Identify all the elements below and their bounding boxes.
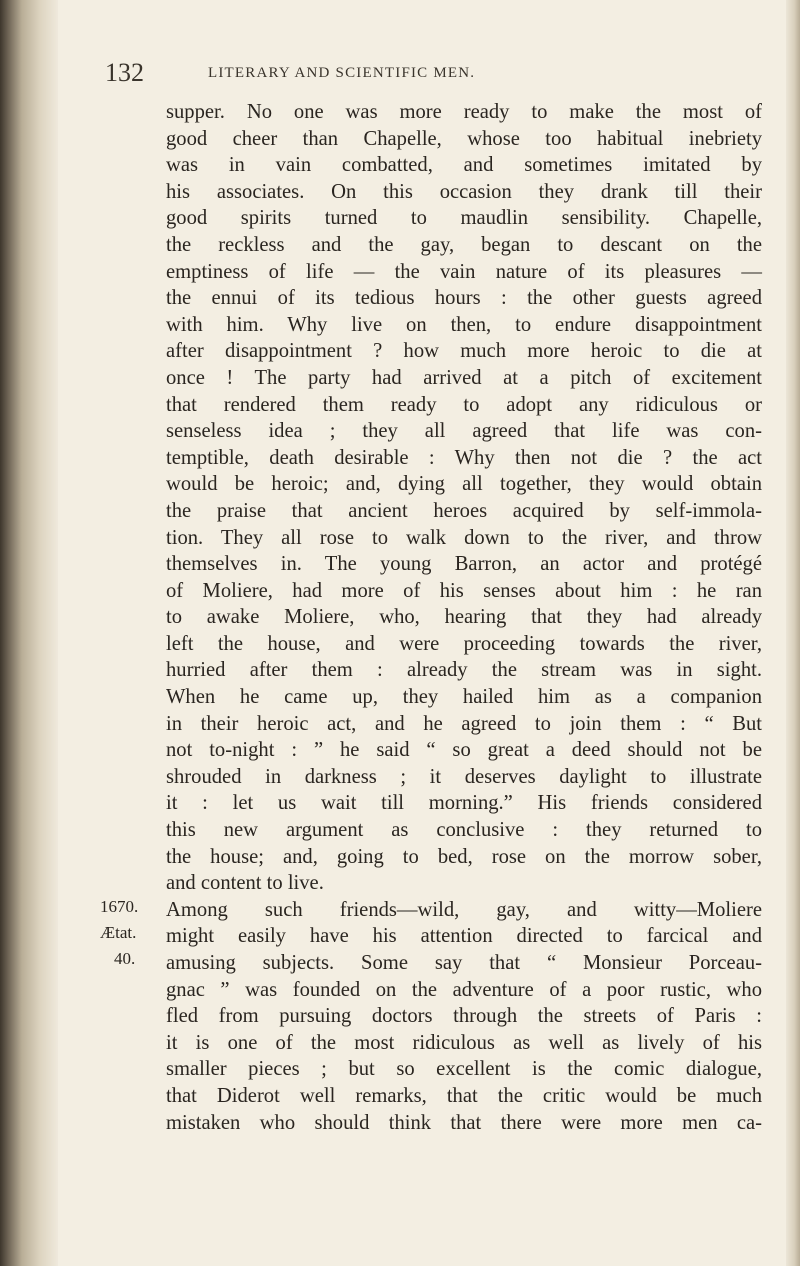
book-page bbox=[100, 0, 770, 1266]
text-line: after disappointment ? how much more heroic to die at bbox=[166, 340, 762, 363]
text-line: with him. Why live on then, to endure disappointment bbox=[166, 313, 762, 336]
text-line: was in vain combatted, and sometimes imitated by bbox=[166, 154, 762, 177]
page-header bbox=[100, 58, 720, 88]
text-line: Among such friends—wild, gay, and witty—Moliere bbox=[166, 898, 762, 921]
text-line: not to-night : ” he said “ so great a deed should not be bbox=[166, 739, 762, 762]
text-line: that Diderot well remarks, that the critic would be much bbox=[166, 1084, 762, 1107]
text-line: once ! The party had arrived at a pitch of excitement bbox=[166, 366, 762, 389]
text-line: good cheer than Chapelle, whose too habitual inebriety bbox=[166, 127, 762, 150]
text-line: smaller pieces ; but so excellent is the comic dialogue, bbox=[166, 1058, 762, 1081]
text-line: When he came up, they hailed him as a companion bbox=[166, 686, 762, 709]
text-line: it : let us wait till morning.” His friends considered bbox=[166, 792, 762, 815]
page-number: 132 bbox=[105, 58, 144, 87]
text-line: the house; and, going to bed, rose on the morrow sober, bbox=[166, 845, 762, 868]
text-line: fled from pursuing doctors through the streets of Paris : bbox=[166, 1005, 762, 1028]
text-line: in their heroic act, and he agreed to join them : “ But bbox=[166, 712, 762, 735]
text-line: left the house, and were proceeding towards the river, bbox=[166, 632, 762, 655]
text-line: to awake Moliere, who, hearing that they had already bbox=[166, 606, 762, 629]
text-line: supper. No one was more ready to make the most of bbox=[166, 101, 762, 123]
text-line: it is one of the most ridiculous as well as lively of his bbox=[166, 1031, 762, 1054]
text-line: his associates. On this occasion they drank till their bbox=[166, 180, 762, 203]
text-line: tion. They all rose to walk down to the river, and throw bbox=[166, 526, 762, 549]
text-line: good spirits turned to maudlin sensibility. Chapelle, bbox=[166, 207, 762, 230]
text-line: the ennui of its tedious hours : the other guests agreed bbox=[166, 287, 762, 310]
text-line: would be heroic; and, dying all together, they would obtain bbox=[166, 473, 762, 496]
running-head: LITERARY AND SCIENTIFIC MEN. bbox=[208, 65, 476, 81]
text-line: might easily have his attention directed to farcical and bbox=[166, 925, 762, 948]
text-line: that rendered them ready to adopt any ridiculous or bbox=[166, 393, 762, 416]
text-line: gnac ” was founded on the adventure of a poor rustic, who bbox=[166, 978, 762, 1001]
text-line: temptible, death desirable : Why then not die ? the act bbox=[166, 446, 762, 469]
page-edge bbox=[786, 0, 800, 1266]
margin-note-aetat: Ætat. bbox=[100, 923, 137, 942]
text-line: amusing subjects. Some say that “ Monsieur Porceau- bbox=[166, 952, 762, 974]
margin-note-age: 40. bbox=[114, 949, 136, 968]
binding-gutter bbox=[0, 0, 58, 1266]
text-line: senseless idea ; they all agreed that life was con- bbox=[166, 420, 762, 443]
text-line: hurried after them : already the stream was in sight. bbox=[166, 659, 762, 682]
text-line: and content to live. bbox=[166, 872, 324, 895]
text-line: mistaken who should think that there were more men ca- bbox=[166, 1111, 762, 1134]
text-line: this new argument as conclusive : they returned to bbox=[166, 819, 762, 842]
text-line: shrouded in darkness ; it deserves daylight to illustrate bbox=[166, 765, 762, 788]
text-line: themselves in. The young Barron, an actor and protégé bbox=[166, 553, 762, 576]
text-line: the reckless and the gay, began to descant on the bbox=[166, 233, 762, 256]
text-line: the praise that ancient heroes acquired by self-immola- bbox=[166, 499, 762, 522]
body-text bbox=[166, 99, 762, 1136]
margin-note-year: 1670. bbox=[100, 897, 139, 916]
text-line: of Moliere, had more of his senses about him : he ran bbox=[166, 579, 762, 602]
text-line: emptiness of life — the vain nature of its pleasures — bbox=[166, 260, 762, 283]
